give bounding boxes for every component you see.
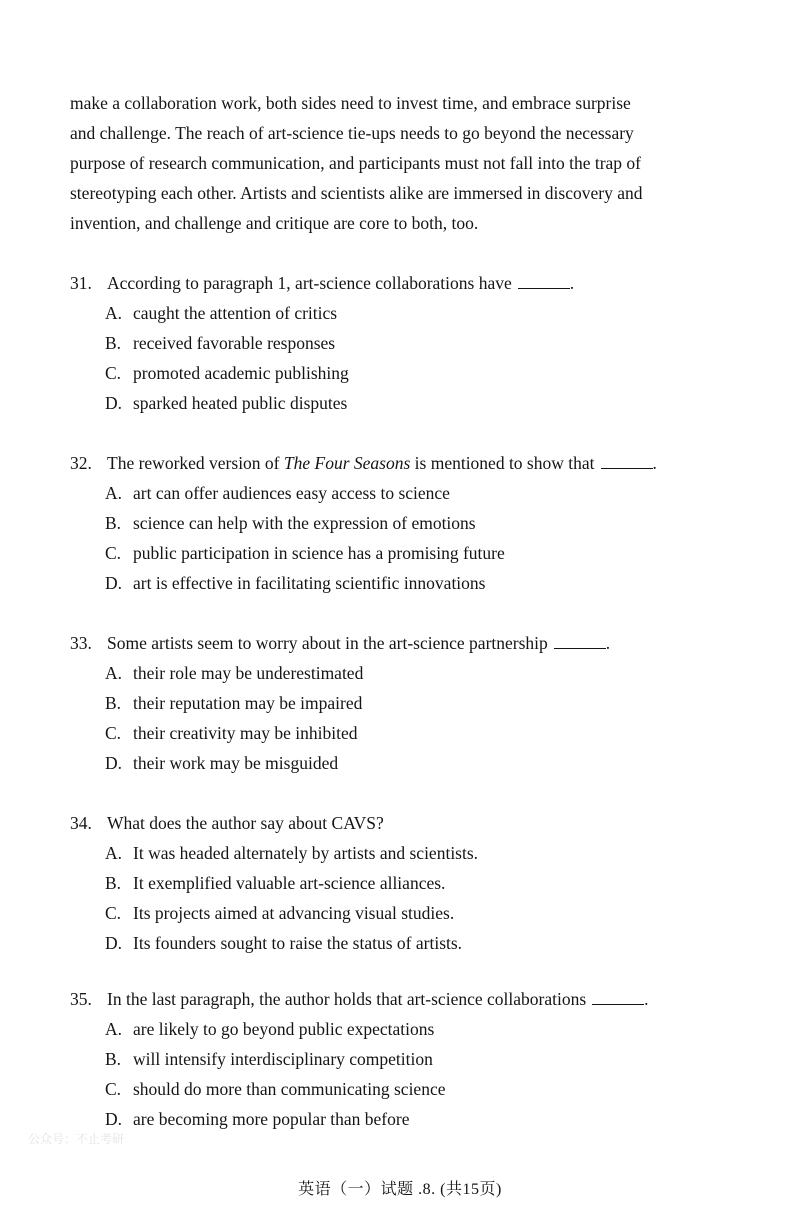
question-32 [70, 448, 750, 598]
option-d [105, 1104, 750, 1134]
option-a [105, 478, 750, 508]
option-b [105, 508, 750, 538]
option-letter: C. [105, 723, 122, 743]
option-b [105, 868, 750, 898]
option-letter: B. [105, 333, 122, 353]
question-stem [70, 448, 750, 478]
passage-line: stereotyping each other. Artists and scientists alike are immersed in discovery and [70, 183, 643, 203]
question-period: . [652, 453, 657, 473]
option-text: received favorable responses [133, 333, 336, 353]
option-b [105, 328, 750, 358]
option-letter: B. [105, 513, 122, 533]
question-period: . [569, 273, 575, 293]
page-footer: 英语（一）试题 .8. (共15页) [298, 1181, 502, 1198]
option-text: are becoming more popular than before [133, 1109, 410, 1129]
option-text: It exemplified valuable art-science alliances. [133, 873, 446, 893]
option-text: caught the attention of critics [133, 303, 338, 323]
option-letter: A. [105, 663, 123, 683]
option-a [105, 1014, 750, 1044]
option-text: public participation in science has a promising future [133, 543, 505, 563]
answer-blank [518, 274, 570, 289]
watermark: 公众号：不止考研 [28, 1132, 125, 1146]
question-period: . [605, 633, 611, 653]
question-35 [70, 984, 750, 1134]
option-d [105, 568, 750, 598]
option-text: their reputation may be impaired [133, 693, 363, 713]
option-text: are likely to go beyond public expectations [133, 1019, 435, 1039]
question-number: 35. [70, 989, 92, 1009]
question-text: is mentioned to show that [414, 453, 595, 473]
option-text: science can help with the expression of emotions [133, 513, 476, 533]
answer-blank [601, 454, 653, 469]
question-stem [70, 808, 750, 838]
passage-line: purpose of research communication, and participants must not fall into the trap of [70, 153, 642, 173]
work-title: The Four Seasons [283, 453, 411, 473]
option-b [105, 688, 750, 718]
question-stem [70, 628, 750, 658]
option-text: should do more than communicating science [133, 1079, 446, 1099]
question-text: In the last paragraph, the author holds that art-science collaborations [107, 989, 587, 1009]
answer-blank [592, 990, 644, 1005]
option-c [105, 1074, 750, 1104]
option-letter: A. [105, 303, 123, 323]
passage-paragraph [70, 88, 742, 238]
question-text: The reworked version of [107, 453, 280, 473]
question-stem [70, 984, 750, 1014]
option-letter: B. [105, 693, 122, 713]
option-c [105, 718, 750, 748]
option-d [105, 928, 750, 958]
option-letter: C. [105, 1079, 122, 1099]
option-a [105, 298, 750, 328]
question-stem [70, 268, 750, 298]
option-text: It was headed alternately by artists and scientists. [133, 843, 479, 863]
option-text: Its projects aimed at advancing visual studies. [133, 903, 455, 923]
option-letter: C. [105, 903, 122, 923]
option-text: their role may be underestimated [133, 663, 364, 683]
option-letter: C. [105, 363, 122, 383]
question-31 [70, 268, 750, 418]
option-d [105, 748, 750, 778]
question-number: 32. [70, 453, 92, 473]
option-letter: D. [105, 753, 123, 773]
option-text: art is effective in facilitating scientific innovations [133, 573, 486, 593]
passage-line: invention, and challenge and critique are core to both, too. [70, 213, 479, 233]
question-period: . [644, 989, 649, 1009]
option-letter: A. [105, 1019, 123, 1039]
option-letter: D. [105, 393, 123, 413]
option-b [105, 1044, 750, 1074]
option-c [105, 898, 750, 928]
option-d [105, 388, 750, 418]
question-text: Some artists seem to worry about in the art-science partnership [107, 633, 548, 653]
option-text: art can offer audiences easy access to science [133, 483, 450, 503]
passage-line: and challenge. The reach of art-science tie-ups needs to go beyond the necessary [70, 123, 634, 143]
option-text: will intensify interdisciplinary competition [133, 1049, 433, 1069]
question-34 [70, 808, 750, 958]
option-letter: B. [105, 1049, 122, 1069]
option-a [105, 838, 750, 868]
option-c [105, 538, 750, 568]
option-text: their creativity may be inhibited [133, 723, 358, 743]
question-number: 31. [70, 273, 92, 293]
option-letter: D. [105, 933, 123, 953]
option-text: sparked heated public disputes [133, 393, 348, 413]
option-text: their work may be misguided [133, 753, 339, 773]
option-letter: C. [105, 543, 122, 563]
option-letter: A. [105, 843, 123, 863]
option-a [105, 658, 750, 688]
question-number: 33. [70, 633, 92, 653]
option-text: promoted academic publishing [133, 363, 349, 383]
option-letter: D. [105, 1109, 123, 1129]
option-letter: D. [105, 573, 123, 593]
option-letter: B. [105, 873, 122, 893]
option-c [105, 358, 750, 388]
option-letter: A. [105, 483, 123, 503]
option-text: Its founders sought to raise the status of artists. [133, 933, 463, 953]
question-text: What does the author say about CAVS? [107, 813, 384, 833]
question-number: 34. [70, 813, 92, 833]
question-text: According to paragraph 1, art-science collaborations have [107, 273, 512, 293]
question-33 [70, 628, 750, 778]
answer-blank [554, 634, 606, 649]
passage-line: make a collaboration work, both sides need to invest time, and embrace surprise [70, 93, 631, 113]
